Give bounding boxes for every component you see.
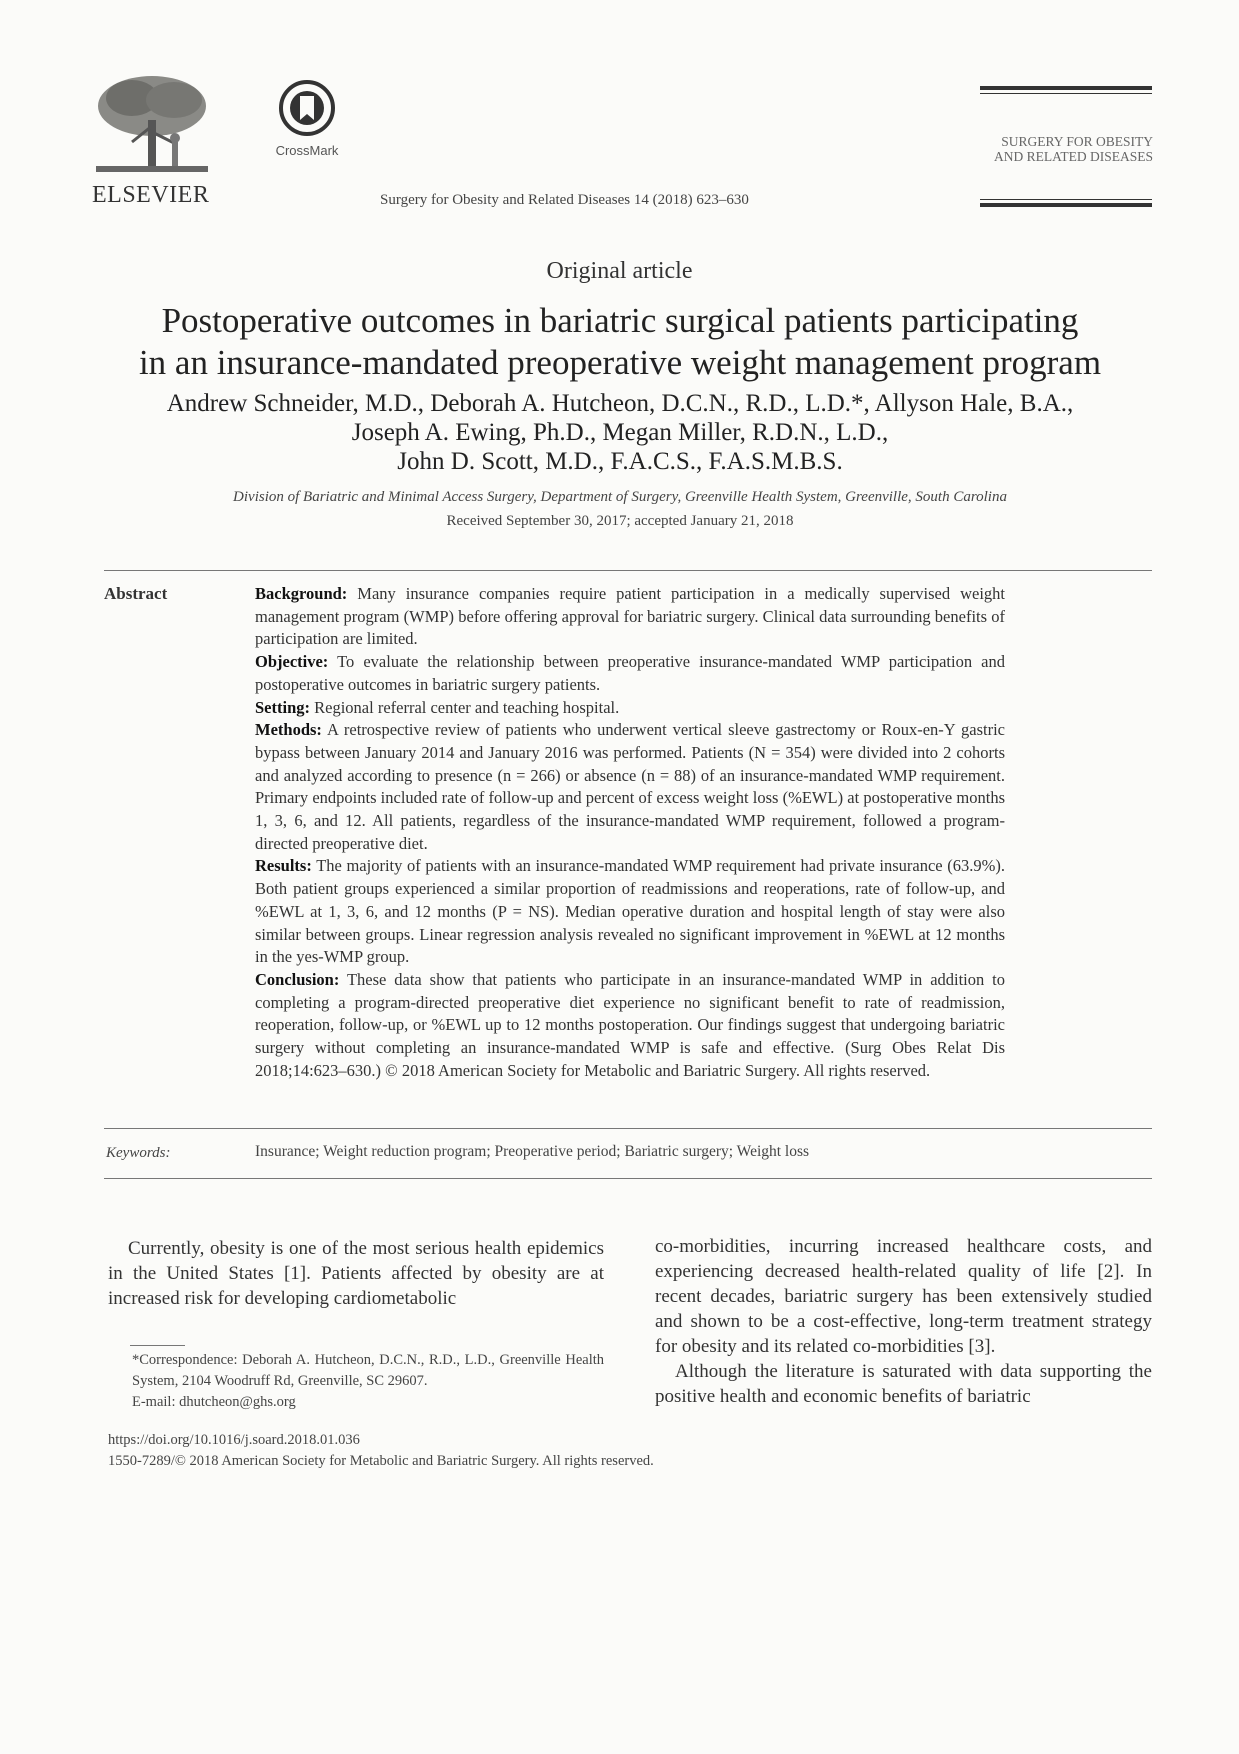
body-left-column: [108, 1236, 604, 1311]
journal-rule: [980, 203, 1152, 207]
crossmark-label: CrossMark: [275, 143, 339, 158]
journal-rule: [980, 86, 1152, 90]
body-paragraph: Currently, obesity is one of the most serious health epidemics in the United States [1]. Patients affected by obesity are at increased risk for developing cardiometabolic: [108, 1238, 604, 1309]
title-line-2: in an insurance-mandated preoperative weight management program: [138, 343, 1102, 382]
publisher-name: ELSEVIER: [92, 182, 210, 208]
journal-rule: [980, 93, 1152, 94]
elsevier-logo: [92, 72, 217, 209]
body-paragraph: co-morbidities, incurring increased healthcare costs, and experiencing decreased health-related quality of life [2]. In recent decades, bariatric surgery has been extensively studied and shown to be a cost-effective, long-term treatment strategy for obesity and its related co-morbidities [3].: [655, 1236, 1152, 1357]
journal-rule: [980, 199, 1152, 200]
correspondence-note: *Correspondence: Deborah A. Hutcheon, D.C.N., R.D., L.D., Greenville Health System, 2104 Woodruff Rd, Greenville, SC 29607.: [132, 1352, 604, 1389]
abstract-results: Results: The majority of patients with an insurance-mandated WMP requirement had private insurance (63.9%). Both patient groups experienced a similar proportion of readmissions and reoperations, rate of follow-up, and %EWL at 1, 3, 6, and 12 months (P = NS). Median operative duration and hospital length of stay were also similar between groups. Linear regression analysis revealed no significant improvement in %EWL at 12 months in the yes-WMP group.: [255, 856, 1005, 967]
footnote-rule: [130, 1345, 185, 1346]
author-list: [60, 389, 1180, 476]
journal-name: [975, 134, 1153, 164]
elsevier-tree-icon: [92, 72, 212, 180]
keywords-list: Insurance; Weight reduction program; Preoperative period; Bariatric surgery; Weight loss: [255, 1143, 810, 1160]
footer-info: [108, 1430, 654, 1472]
keywords-label: Keywords:: [106, 1145, 171, 1161]
abstract-conclusion: Conclusion: These data show that patients who participate in an insurance-mandated WMP in addition to completing a program-directed preoperative diet experience no significant benefit to rate of readmission, reoperation, follow-up, or %EWL up to 12 months postoperation. Our findings suggest that undergoing bariatric surgery without completing an insurance-mandated WMP is safe and effective. (Surg Obes Relat Dis 2018;14:623–630.) © 2018 American Society for Metabolic and Bariatric Surgery. All rights reserved.: [255, 969, 1005, 1080]
abstract-body: [255, 583, 1005, 1082]
doi-link[interactable]: https://doi.org/10.1016/j.soard.2018.01.036: [108, 1432, 360, 1448]
abstract-methods: Methods: A retrospective review of patients who underwent vertical sleeve gastrectomy or Roux-en-Y gastric bypass between January 2014 and January 2016 was performed. Patients (N = 354) were divided into 2 cohorts and analyzed according to presence (n = 266) or absence (n = 88) of an insurance-mandated WMP requirement. Primary endpoints included rate of follow-up and percent of excess weight loss (%EWL) at postoperative months 1, 3, 6, and 12. All patients, regardless of the insurance-mandated WMP requirement, followed a program-directed preoperative diet.: [255, 720, 1005, 853]
abstract-top-rule: [104, 570, 1152, 571]
journal-name-line-2: AND RELATED DISEASES: [993, 149, 1153, 164]
article-type: Original article: [546, 258, 693, 284]
abstract-label: Abstract: [104, 584, 168, 603]
journal-citation: Surgery for Obesity and Related Diseases 14 (2018) 623–630: [380, 192, 749, 208]
footnote: [108, 1350, 604, 1413]
abstract-setting: Setting: Regional referral center and teaching hospital.: [255, 697, 620, 717]
authors-line-2: Joseph A. Ewing, Ph.D., Megan Miller, R.D.N., L.D.,: [351, 419, 889, 446]
received-dates: Received September 30, 2017; accepted January 21, 2018: [446, 513, 794, 529]
body-paragraph: Although the literature is saturated with data supporting the positive health and economic benefits of bariatric: [655, 1361, 1152, 1407]
abstract-objective: Objective: To evaluate the relationship between preoperative insurance-mandated WMP participation and postoperative outcomes in bariatric surgery patients.: [255, 652, 1005, 694]
keywords-bottom-rule: [104, 1178, 1152, 1179]
body-right-column: [655, 1234, 1152, 1409]
correspondence-email[interactable]: E-mail: dhutcheon@ghs.org: [132, 1394, 296, 1410]
affiliation: Division of Bariatric and Minimal Access Surgery, Department of Surgery, Greenville Health System, Greenville, South Carolina: [233, 489, 1007, 505]
authors-line-1: Andrew Schneider, M.D., Deborah A. Hutcheon, D.C.N., R.D., L.D.*, Allyson Hale, B.A.,: [166, 390, 1074, 417]
title-line-1: Postoperative outcomes in bariatric surgical patients participating: [161, 301, 1079, 340]
journal-name-line-1: SURGERY FOR OBESITY: [1001, 134, 1153, 149]
authors-line-3: John D. Scott, M.D., F.A.C.S., F.A.S.M.B.S.: [397, 448, 843, 475]
keywords-top-rule: [104, 1128, 1152, 1129]
abstract-background: Background: Many insurance companies require patient participation in a medically supervised weight management program (WMP) before offering approval for bariatric surgery. Clinical data surrounding benefits of participation are limited.: [255, 584, 1005, 649]
copyright-line: 1550-7289/© 2018 American Society for Metabolic and Bariatric Surgery. All rights reserved.: [108, 1453, 654, 1469]
crossmark-badge[interactable]: [262, 80, 352, 158]
article-title: [60, 300, 1180, 384]
crossmark-icon: [279, 80, 335, 136]
